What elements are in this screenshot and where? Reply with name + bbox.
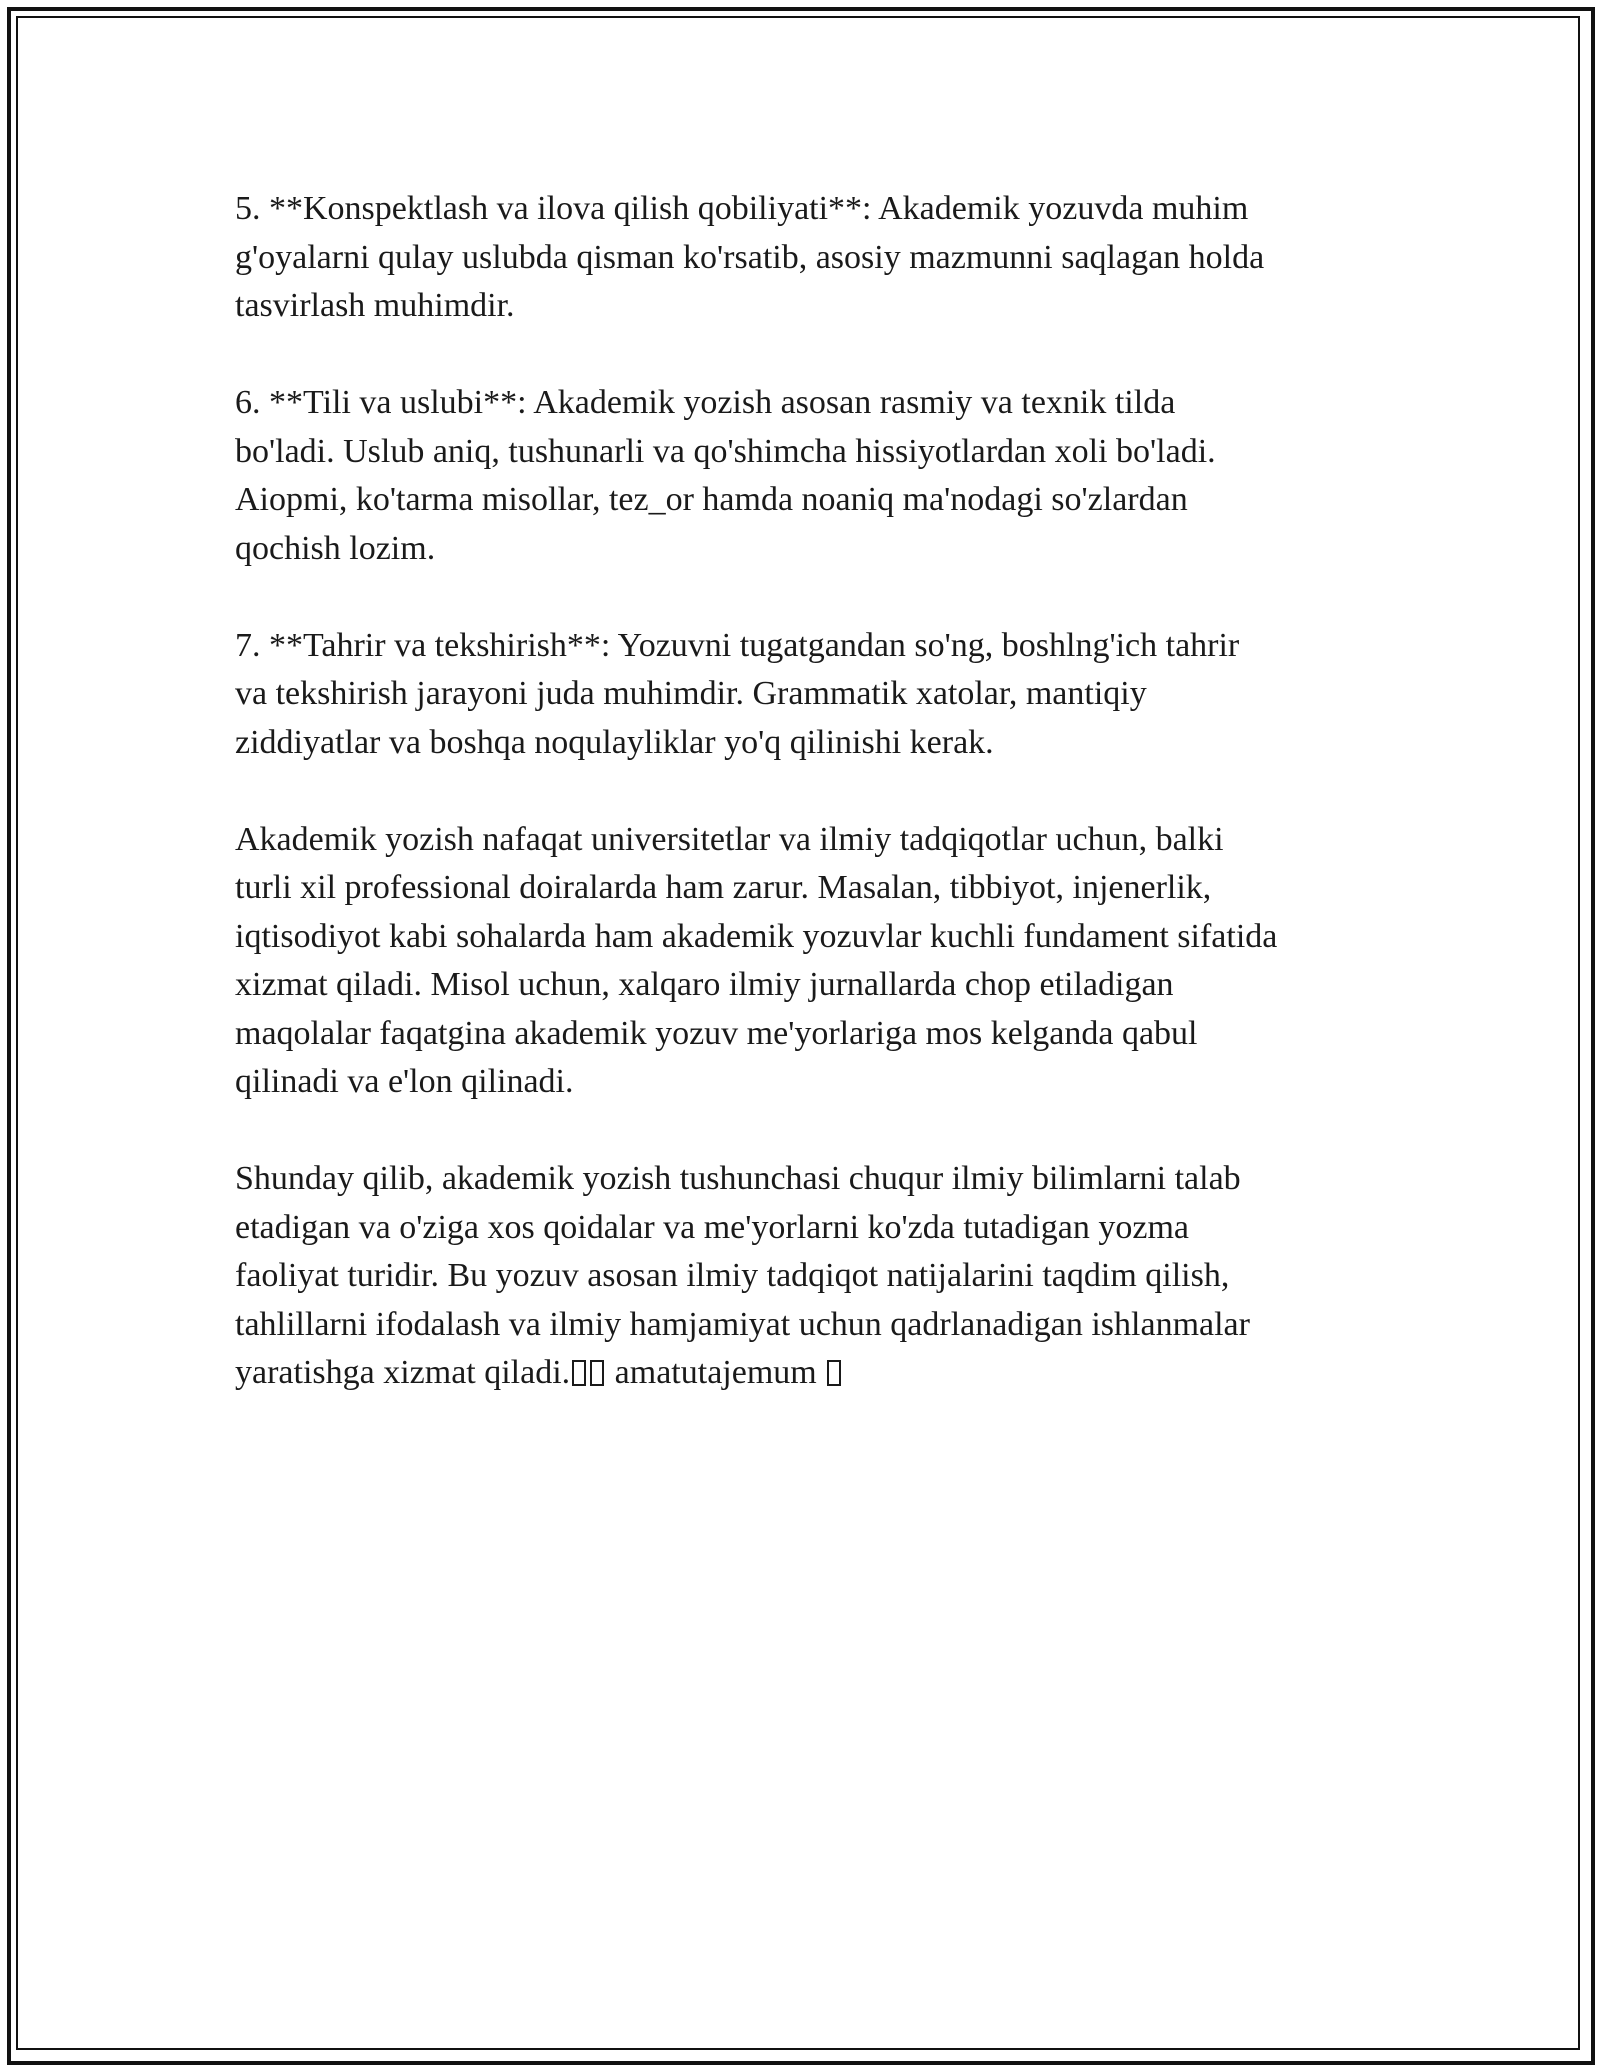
missing-glyph-icon xyxy=(590,1360,604,1386)
paragraph-item-7: 7. **Tahrir va tekshirish**: Yozuvni tugatgandan so'ng, boshlng'ich tahrir va tekshirish jarayoni juda muhimdir. Grammatik xatolar, mantiqiy ziddiyatlar va boshqa noqulayliklar yo'q qilinishi kerak. xyxy=(235,626,1240,761)
document-body xyxy=(235,185,1375,1398)
missing-glyph-icon xyxy=(827,1360,841,1386)
paragraph-item-5: 5. **Konspektlash va ilova qilish qobiliyati**: Akademik yozuvda muhim g'oyalarni qulay uslubda qisman ko'rsatib, asosiy mazmunni saqlagan holda tasvirlash muhimdir. xyxy=(235,190,1265,324)
paragraph-academic-usage: Akademik yozish nafaqat universitetlar va ilmiy tadqiqotlar uchun, balki turli xil professional doiralarda ham zarur. Masalan, tibbiyot, injenerlik, iqtisodiyot kabi sohalarda ham akademik yozuvlar kuchli fundament sifatida xizmat qiladi. Misol uchun, xalqaro ilmiy jurnallarda chop etiladigan maqolalar faqatgina akademik yozuv me'yorlariga mos kelganda qabul qilinadi va e'lon qilinadi. xyxy=(235,820,1278,1100)
missing-glyph-icon xyxy=(572,1360,586,1386)
last-line-trailing-text: amatutajemum xyxy=(606,1354,826,1391)
last-line-text: yaratishga xizmat qiladi. xyxy=(235,1354,571,1391)
paragraph-conclusion xyxy=(235,1155,1375,1398)
paragraph-conclusion-text: Shunday qilib, akademik yozish tushunchasi chuqur ilmiy bilimlarni talab etadigan va o'ziga xos qoidalar va me'yorlarni ko'zda tutadigan yozma faoliyat turidir. Bu yozuv asosan ilmiy tadqiqot natijalarini taqdim qilish, tahlillarni ifodalash va ilmiy hamjamiyat uchun qadrlanadigan ishlanmalar xyxy=(235,1160,1250,1343)
paragraph-item-6: 6. **Tili va uslubi**: Akademik yozish asosan rasmiy va texnik tilda bo'ladi. Uslub aniq, tushunarli va qo'shimcha hissiyotlardan xoli bo'ladi. Aiopmi, ko'tarma misollar, tez_or hamda noaniq ma'nodagi so'zlardan qochish lozim. xyxy=(235,384,1216,567)
